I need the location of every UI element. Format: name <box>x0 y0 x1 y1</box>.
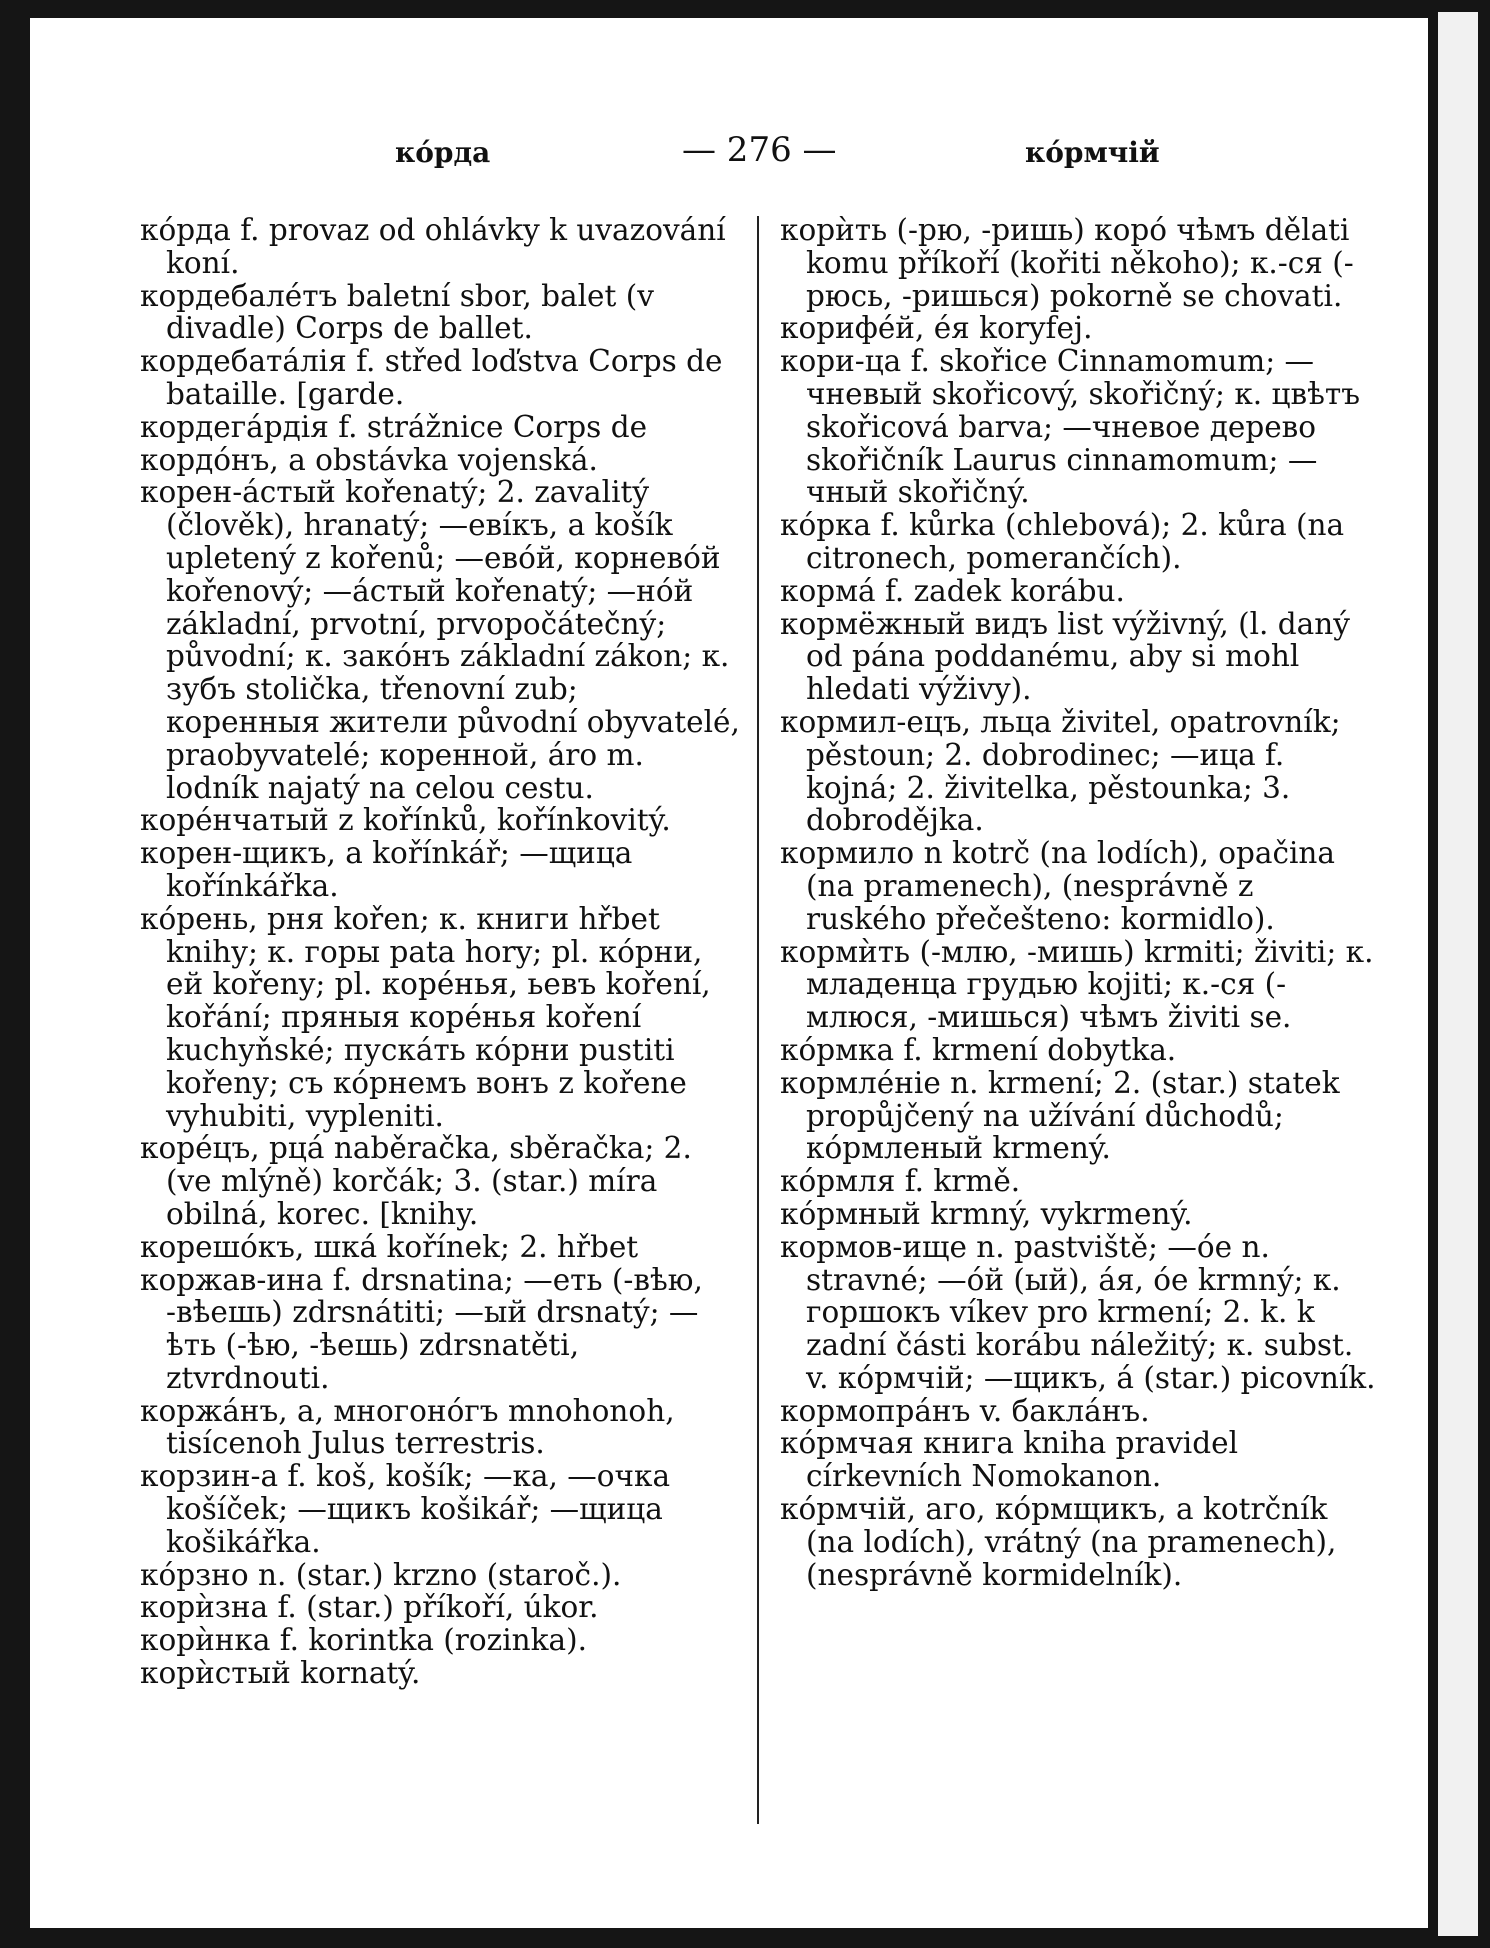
dictionary-entry: кормопрáнъ v. баклáнъ. <box>780 1393 1150 1428</box>
left-running-head: кóрда <box>395 136 491 169</box>
column-divider <box>757 216 759 1824</box>
dictionary-entry: кóрда f. provaz od ohlávky k uvazování koní. <box>140 213 726 280</box>
dictionary-entry: коржáнъ, a, многонóгъ mnohonoh, tisícenoh Julus terrestris. <box>140 1393 675 1461</box>
dictionary-entry: кóрень, рня kořen; к. книги hřbet knihy; к. горы pata hory; pl. кóрни, ей kořeny; pl. корéнья, ьевъ koření, kořání; пряныя корéнья koření kuchyňské; пускáть кóрни pustiti kořeny; съ кóрнемъ вонъ z kořene vyhubiti, vypleniti. <box>140 901 711 1133</box>
dictionary-entry: корѝнка f. korintka (rozinka). <box>140 1623 587 1658</box>
dictionary-entry: кóрка f. kůrka (chlebová); 2. kůra (na citronech, pomerančích). <box>780 508 1345 575</box>
dictionary-entry: кордóнъ, a obstávka vojenská. <box>140 442 598 477</box>
dictionary-entry: кормлéніе n. krmení; 2. (star.) statek propůjčený na užívání důchodů; кóрмленый krmený. <box>780 1065 1340 1166</box>
dictionary-entry: коржав-ина f. drsnatina; —еть (-вѣю, -вѣешь) zdrsnátiti; —ый drsnatý; —ѣть (-ѣю, -ѣешь) zdrsnatěti, ztvrdnouti. <box>140 1262 703 1395</box>
dictionary-entry: кóрзно n. (star.) krzno (staroč.). <box>140 1557 622 1592</box>
page-header <box>30 130 1428 176</box>
dictionary-entry: кордегáрдія f. strážnice Corps de <box>140 409 648 444</box>
dictionary-entry: корéцъ, рцá naběračka, sběračka; 2. (ve mlýně) korčák; 3. (star.) míra obilná, korec. [knihy. <box>140 1131 692 1231</box>
dictionary-entry: кóрмный krmný, vykrmený. <box>780 1196 1193 1231</box>
right-column <box>780 214 1380 1591</box>
right-running-head: кóрмчій <box>1025 136 1160 169</box>
dictionary-entry: кормил-ецъ, льца živitel, opatrovník; pěstoun; 2. dobrodinec; —ица f. kojná; 2. živitelka, pěstounka; 3. dobroděјka. <box>780 704 1341 838</box>
page-number: — 276 — <box>682 130 837 170</box>
adjacent-page-edge <box>1438 12 1478 1936</box>
dictionary-entry: кормѝть (-млю, -мишь) krmiti; živiti; к. младенца грудью kojiti; к.-ся (-млюся, -мишься) чѣмъ živiti se. <box>780 934 1374 1035</box>
dictionary-entry: кóрмка f. krmení dobytka. <box>780 1032 1177 1067</box>
dictionary-entry: корен-щикъ, a kořínkář; —щица kořínkářka. <box>140 836 633 903</box>
dictionary-entry: кóрмчій, аго, кóрмщикъ, a kotrčník (na lodích), vrátný (na pramenech), (nesprávně kormidelník). <box>780 1492 1337 1592</box>
dictionary-entry: кормёжный видъ list výživný, (l. daný od pána poddanému, aby si mohl hledati výživy). <box>780 606 1350 707</box>
dictionary-entry: корифéй, éя koryfej. <box>780 311 1093 346</box>
left-column <box>140 214 740 1690</box>
dictionary-entry: корешóкъ, шкá kořínek; 2. hřbet <box>140 1229 639 1264</box>
dictionary-entry: корзин-а f. koš, košík; —ка, —очка košíček; —щикъ košikář; —щица košikářka. <box>140 1459 671 1559</box>
dictionary-entry: корен-áстый kořenatý; 2. zavalitý (člověk), hranatý; —евíкъ, a košík upletený z kořenů; —евóй, корневóй kořenový; —áстый kořenatý; —нóй základní, prvotní, prvopočátečný; původní; к. закóнъ základní zákon; к. зубъ stolička, třenovní zub; коренныя жители původní obyvatelé, praobyvatelé; коренной, áro m. lodník najatý na celou cestu. <box>140 475 740 805</box>
dictionary-entry: кормá f. zadek korábu. <box>780 573 1125 608</box>
dictionary-entry: кóрмля f. krmě. <box>780 1164 1021 1199</box>
dictionary-entry: корѝть (-рю, -ришь) корó чѣмъ dělati komu příkoří (kořiti někoho); к.-ся (-рюсь, -ришься) pokorně se chovati. <box>780 213 1354 313</box>
dictionary-entry: корéнчатый z kořínků, kořínkovitý. <box>140 803 671 838</box>
dictionary-entry: кори-ца f. skořice Cinnamomum; —чневый skořicový, skořičný; к. цвѣтъ skořicová barva; —чневое дерево skořičník Laurus cinnamomum; —чный skořičný. <box>780 344 1360 510</box>
dictionary-entry: кордебалéтъ baletní sbor, balet (v divadle) Corps de ballet. <box>140 278 654 346</box>
dictionary-entry: корѝстый kornatý. <box>140 1656 421 1691</box>
dictionary-entry: корѝзна f. (star.) příkoří, úkor. <box>140 1590 599 1625</box>
dictionary-entry: кормило n kotrč (na lodích), opačina (na pramenech), (nesprávně z ruského přečešteno: kormidlo). <box>780 836 1335 936</box>
dictionary-entry: кормов-ище n. pastviště; —óе n. stravné; —óй (ый), áя, óе krmný; к. горшокъ víkev pro krmení; 2. k. k zadní části korábu náležitý; к. subst. v. кóрмчій; —щикъ, á (star.) picovník. <box>780 1229 1376 1395</box>
dictionary-entry: кóрмчая книга kniha pravidel církevních Nomokanon. <box>780 1426 1239 1494</box>
dictionary-entry: кордебатáлія f. střed loďstva Corps de bataille. [garde. <box>140 344 723 411</box>
dictionary-page <box>30 18 1428 1928</box>
